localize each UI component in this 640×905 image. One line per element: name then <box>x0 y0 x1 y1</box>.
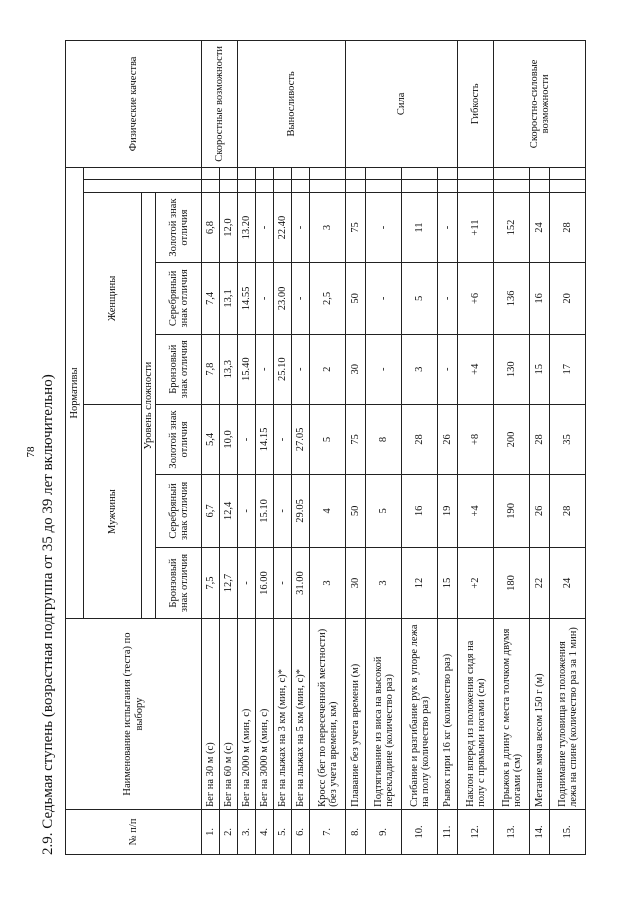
row-num: 4. <box>256 809 274 854</box>
row-name: Наклон вперед из положения сидя на полу с прямыми ногами (см) <box>458 619 494 810</box>
cell: 6,7 <box>202 475 220 548</box>
cell: 11 <box>402 192 438 262</box>
cell: 5 <box>402 263 438 334</box>
cell: 28 <box>402 404 438 474</box>
cell: 12,7 <box>220 547 238 618</box>
cell: 19 <box>438 475 458 548</box>
cell: 20 <box>550 263 586 334</box>
cell: 3 <box>402 334 438 404</box>
cell: - <box>256 263 274 334</box>
cell: 5 <box>366 475 402 548</box>
cell: 7,4 <box>202 263 220 334</box>
cell: - <box>292 334 310 404</box>
spacer-cell <box>438 180 458 193</box>
cell: 13,3 <box>220 334 238 404</box>
spacer-cell <box>292 167 310 180</box>
cell: 26 <box>438 404 458 474</box>
header-women-bronze: Бронзовый знак отличия <box>156 334 202 404</box>
spacer-cell <box>220 167 238 180</box>
table-row <box>494 41 530 855</box>
cell: 12 <box>402 547 438 618</box>
row-name: Бег на 30 м (с) <box>202 619 220 810</box>
spacer-cell <box>550 167 586 180</box>
header-women: Женщины <box>84 192 142 404</box>
header-level: Уровень сложности <box>142 192 156 618</box>
cell: 35 <box>550 404 586 474</box>
row-name: Плавание без учета времени (м) <box>346 619 366 810</box>
cell: 24 <box>530 192 550 262</box>
cell: 190 <box>494 475 530 548</box>
norms-table <box>65 40 586 855</box>
cell: 25.10 <box>274 334 292 404</box>
cell: - <box>366 192 402 262</box>
cell: 12,0 <box>220 192 238 262</box>
header-men: Мужчины <box>84 404 142 618</box>
header-qualities: Физические качества <box>66 41 202 168</box>
quality-cell: Выносливость <box>238 41 346 168</box>
spacer-cell <box>202 167 220 180</box>
row-num: 12. <box>458 809 494 854</box>
cell: - <box>274 404 292 474</box>
row-name: Кросс (бег по пересеченной местности) (без учета времени, км) <box>310 619 346 810</box>
row-num: 13. <box>494 809 530 854</box>
cell: +11 <box>458 192 494 262</box>
row-num: 11. <box>438 809 458 854</box>
header-men-gold: Золотой знак отличия <box>156 404 202 474</box>
row-name: Бег на 3000 м (мин, с) <box>256 619 274 810</box>
row-num: 3. <box>238 809 256 854</box>
cell: - <box>438 192 458 262</box>
row-num: 7. <box>310 809 346 854</box>
cell: - <box>292 263 310 334</box>
cell: 8 <box>366 404 402 474</box>
cell: 10,0 <box>220 404 238 474</box>
spacer-cell <box>366 167 402 180</box>
cell: - <box>438 263 458 334</box>
cell: 28 <box>550 192 586 262</box>
cell: 5 <box>310 404 346 474</box>
spacer-cell <box>310 180 346 193</box>
row-name: Бег на лыжах на 3 км (мин, с)* <box>274 619 292 810</box>
spacer-cell <box>202 180 220 193</box>
header-num: № п/п <box>66 809 202 854</box>
spacer-cell <box>402 180 438 193</box>
cell: 5,4 <box>202 404 220 474</box>
cell: 180 <box>494 547 530 618</box>
cell: 13,1 <box>220 263 238 334</box>
cell: 22 <box>530 547 550 618</box>
spacer-cell <box>274 167 292 180</box>
row-name: Бег на 60 м (с) <box>220 619 238 810</box>
table-row <box>238 41 256 855</box>
cell: 7,5 <box>202 547 220 618</box>
spacer-cell <box>530 167 550 180</box>
spacer-cell <box>550 180 586 193</box>
cell: 31.00 <box>292 547 310 618</box>
cell: 23.00 <box>274 263 292 334</box>
row-name: Поднимание туловища из положения лежа на спине (количество раз за 1 мин) <box>550 619 586 810</box>
spacer-cell <box>238 167 256 180</box>
cell: 17 <box>550 334 586 404</box>
cell: 2,5 <box>310 263 346 334</box>
cell: - <box>366 334 402 404</box>
spacer-cell <box>346 180 366 193</box>
cell: 6,8 <box>202 192 220 262</box>
row-name: Рывок гири 16 кг (количество раз) <box>438 619 458 810</box>
header-men-bronze: Бронзовый знак отличия <box>156 547 202 618</box>
row-name: Бег на 2000 м (мин, с) <box>238 619 256 810</box>
cell: 3 <box>310 192 346 262</box>
cell: 50 <box>346 475 366 548</box>
cell: - <box>438 334 458 404</box>
section-heading: 2.9. Седьмая ступень (возрастная подгруппа от 35 до 39 лет включительно) <box>40 374 56 855</box>
cell: 12,4 <box>220 475 238 548</box>
spacer-cell <box>494 180 530 193</box>
row-name: Сгибание и разгибание рук в упоре лежа на полу (количество раз) <box>402 619 438 810</box>
spacer-cell <box>530 180 550 193</box>
cell: 3 <box>310 547 346 618</box>
header-name: Наименование испытания (теста) по выбору <box>66 619 202 810</box>
header-women-silver: Серебряный знак отличия <box>156 263 202 334</box>
header-women-gold: Золотой знак отличия <box>156 192 202 262</box>
cell: 15.40 <box>238 334 256 404</box>
spacer-cell <box>494 167 530 180</box>
cell: 26 <box>530 475 550 548</box>
spacer-cell <box>274 180 292 193</box>
cell: 24 <box>550 547 586 618</box>
cell: - <box>292 192 310 262</box>
header-spacer-b <box>84 167 202 180</box>
cell: 50 <box>346 263 366 334</box>
table-row <box>458 41 494 855</box>
cell: 14.55 <box>238 263 256 334</box>
spacer-cell <box>292 180 310 193</box>
cell: 152 <box>494 192 530 262</box>
cell: 136 <box>494 263 530 334</box>
cell: +4 <box>458 475 494 548</box>
table-row <box>346 41 366 855</box>
cell: 4 <box>310 475 346 548</box>
cell: +4 <box>458 334 494 404</box>
row-name: Подтягивание из виса на высокой перекладине (количество раз) <box>366 619 402 810</box>
cell: 14.15 <box>256 404 274 474</box>
cell: 16 <box>402 475 438 548</box>
row-name: Бег на лыжах на 5 км (мин, с)* <box>292 619 310 810</box>
cell: 15 <box>530 334 550 404</box>
row-num: 15. <box>550 809 586 854</box>
table-row <box>202 41 220 855</box>
cell: 75 <box>346 192 366 262</box>
spacer-cell <box>220 180 238 193</box>
cell: 2 <box>310 334 346 404</box>
cell: 22.40 <box>274 192 292 262</box>
cell: - <box>366 263 402 334</box>
row-name: Метание мяча весом 150 г (м) <box>530 619 550 810</box>
spacer-cell <box>366 180 402 193</box>
cell: 28 <box>550 475 586 548</box>
cell: - <box>238 404 256 474</box>
cell: 29.05 <box>292 475 310 548</box>
cell: - <box>256 192 274 262</box>
spacer-cell <box>346 167 366 180</box>
cell: +2 <box>458 547 494 618</box>
cell: +6 <box>458 263 494 334</box>
quality-cell: Скоростно-силовые возможности <box>494 41 586 168</box>
spacer-cell <box>256 180 274 193</box>
cell: - <box>256 334 274 404</box>
cell: 30 <box>346 334 366 404</box>
header-men-silver: Серебряный знак отличия <box>156 475 202 548</box>
spacer-cell <box>438 167 458 180</box>
cell: 27.05 <box>292 404 310 474</box>
cell: - <box>274 547 292 618</box>
row-num: 8. <box>346 809 366 854</box>
spacer-cell <box>256 167 274 180</box>
cell: 16 <box>530 263 550 334</box>
cell: - <box>238 475 256 548</box>
cell: 13.20 <box>238 192 256 262</box>
spacer-cell <box>458 180 494 193</box>
row-num: 2. <box>220 809 238 854</box>
cell: 3 <box>366 547 402 618</box>
cell: 30 <box>346 547 366 618</box>
row-num: 6. <box>292 809 310 854</box>
row-num: 1. <box>202 809 220 854</box>
spacer-cell <box>458 167 494 180</box>
page-number-text: 78 <box>25 446 37 458</box>
quality-cell: Гибкость <box>458 41 494 168</box>
header-norms: Нормативы <box>66 167 84 619</box>
row-num: 10. <box>402 809 438 854</box>
spacer-cell <box>402 167 438 180</box>
cell: - <box>238 547 256 618</box>
cell: 7,8 <box>202 334 220 404</box>
quality-cell: Скоростные возможности <box>202 41 238 168</box>
row-num: 14. <box>530 809 550 854</box>
cell: 75 <box>346 404 366 474</box>
spacer-cell <box>238 180 256 193</box>
row-name: Прыжок в длину с места толчком двумя ногами (см) <box>494 619 530 810</box>
row-num: 9. <box>366 809 402 854</box>
cell: - <box>274 475 292 548</box>
row-num: 5. <box>274 809 292 854</box>
cell: 200 <box>494 404 530 474</box>
quality-cell: Сила <box>346 41 458 168</box>
cell: 15 <box>438 547 458 618</box>
header-spacer-a <box>84 180 202 193</box>
spacer-cell <box>310 167 346 180</box>
cell: 130 <box>494 334 530 404</box>
cell: 28 <box>530 404 550 474</box>
cell: 16.00 <box>256 547 274 618</box>
rotated-page <box>35 40 605 855</box>
cell: 15.10 <box>256 475 274 548</box>
cell: +8 <box>458 404 494 474</box>
